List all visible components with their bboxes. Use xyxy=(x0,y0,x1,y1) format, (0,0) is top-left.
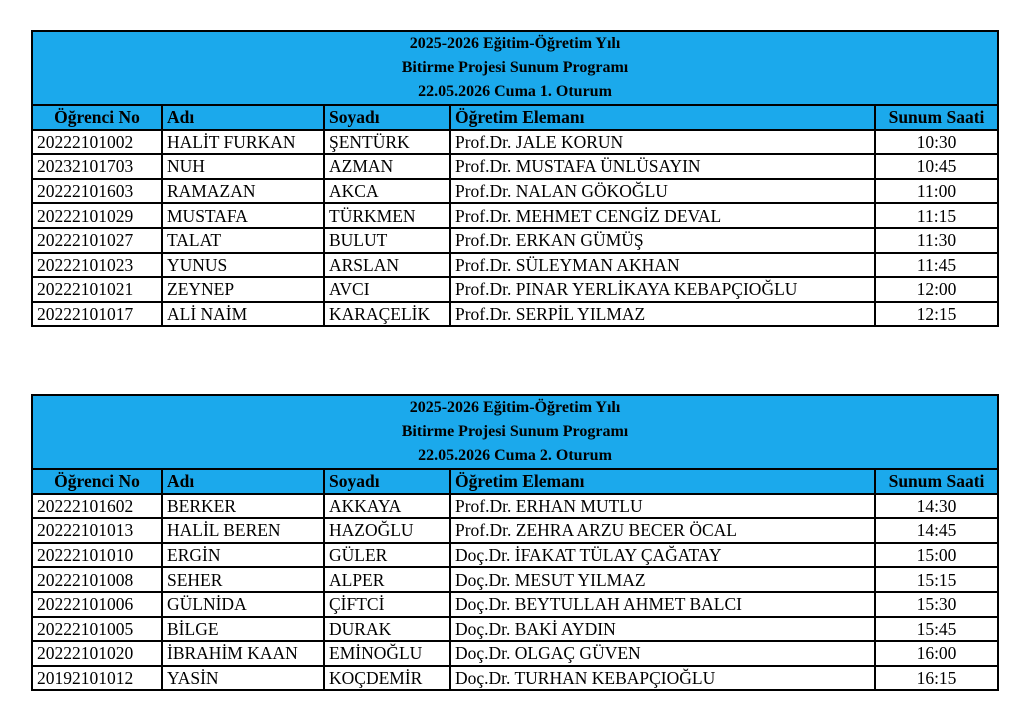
table-row xyxy=(32,494,998,519)
column-header-student-no: Öğrenci No xyxy=(32,105,162,130)
cell-student-no: 20222101010 xyxy=(32,543,162,568)
cell-student-no: 20222101006 xyxy=(32,592,162,617)
cell-student-no: 20222101005 xyxy=(32,617,162,642)
cell-instructor: Prof.Dr. JALE KORUN xyxy=(450,130,875,155)
table-row xyxy=(32,302,998,327)
cell-name: ZEYNEP xyxy=(162,277,324,302)
session-1-table-block xyxy=(31,30,997,327)
cell-name: MUSTAFA xyxy=(162,203,324,228)
cell-name: ALİ NAİM xyxy=(162,302,324,327)
column-header-surname: Soyadı xyxy=(324,469,450,494)
cell-surname: AKCA xyxy=(324,179,450,204)
cell-surname: EMİNOĞLU xyxy=(324,641,450,666)
cell-name: HALİL BEREN xyxy=(162,518,324,543)
cell-time: 10:45 xyxy=(875,154,998,179)
cell-name: YUNUS xyxy=(162,253,324,278)
table-row xyxy=(32,154,998,179)
session-2-table-block xyxy=(31,394,997,691)
cell-surname: GÜLER xyxy=(324,543,450,568)
session-title-year: 2025-2026 Eğitim-Öğretim Yılı xyxy=(32,31,998,56)
cell-student-no: 20222101029 xyxy=(32,203,162,228)
cell-time: 15:15 xyxy=(875,567,998,592)
cell-student-no: 20222101013 xyxy=(32,518,162,543)
cell-time: 12:15 xyxy=(875,302,998,327)
table-row xyxy=(32,277,998,302)
cell-student-no: 20222101023 xyxy=(32,253,162,278)
cell-student-no: 20222101002 xyxy=(32,130,162,155)
cell-student-no: 20222101017 xyxy=(32,302,162,327)
cell-surname: BULUT xyxy=(324,228,450,253)
cell-instructor: Doç.Dr. BAKİ AYDIN xyxy=(450,617,875,642)
table-header-row xyxy=(32,469,998,494)
cell-time: 11:45 xyxy=(875,253,998,278)
cell-name: NUH xyxy=(162,154,324,179)
cell-surname: ALPER xyxy=(324,567,450,592)
cell-surname: ŞENTÜRK xyxy=(324,130,450,155)
cell-time: 16:15 xyxy=(875,666,998,691)
cell-instructor: Prof.Dr. MUSTAFA ÜNLÜSAYIN xyxy=(450,154,875,179)
cell-instructor: Doç.Dr. TURHAN KEBAPÇIOĞLU xyxy=(450,666,875,691)
cell-surname: AKKAYA xyxy=(324,494,450,519)
column-header-instructor: Öğretim Elemanı xyxy=(450,105,875,130)
cell-time: 12:00 xyxy=(875,277,998,302)
table-row xyxy=(32,228,998,253)
cell-time: 11:00 xyxy=(875,179,998,204)
cell-time: 16:00 xyxy=(875,641,998,666)
column-header-time: Sunum Saati xyxy=(875,105,998,130)
cell-surname: KARAÇELİK xyxy=(324,302,450,327)
session-title-date: 22.05.2026 Cuma 2. Oturum xyxy=(32,444,998,469)
cell-surname: HAZOĞLU xyxy=(324,518,450,543)
column-header-time: Sunum Saati xyxy=(875,469,998,494)
cell-name: TALAT xyxy=(162,228,324,253)
cell-name: RAMAZAN xyxy=(162,179,324,204)
cell-surname: TÜRKMEN xyxy=(324,203,450,228)
cell-name: GÜLNİDA xyxy=(162,592,324,617)
session-2-table xyxy=(31,394,999,691)
cell-instructor: Prof.Dr. SÜLEYMAN AKHAN xyxy=(450,253,875,278)
session-title-year: 2025-2026 Eğitim-Öğretim Yılı xyxy=(32,395,998,420)
cell-surname: DURAK xyxy=(324,617,450,642)
cell-instructor: Prof.Dr. SERPİL YILMAZ xyxy=(450,302,875,327)
column-header-name: Adı xyxy=(162,469,324,494)
cell-name: İBRAHİM KAAN xyxy=(162,641,324,666)
cell-time: 15:30 xyxy=(875,592,998,617)
cell-surname: AVCI xyxy=(324,277,450,302)
cell-surname: AZMAN xyxy=(324,154,450,179)
cell-student-no: 20232101703 xyxy=(32,154,162,179)
column-header-student-no: Öğrenci No xyxy=(32,469,162,494)
cell-student-no: 20222101021 xyxy=(32,277,162,302)
cell-student-no: 20222101027 xyxy=(32,228,162,253)
cell-student-no: 20192101012 xyxy=(32,666,162,691)
cell-instructor: Doç.Dr. OLGAÇ GÜVEN xyxy=(450,641,875,666)
table-row xyxy=(32,543,998,568)
session-title-date: 22.05.2026 Cuma 1. Oturum xyxy=(32,80,998,105)
cell-name: ERGİN xyxy=(162,543,324,568)
cell-time: 11:15 xyxy=(875,203,998,228)
cell-student-no: 20222101008 xyxy=(32,567,162,592)
table-row xyxy=(32,130,998,155)
cell-surname: ARSLAN xyxy=(324,253,450,278)
cell-student-no: 20222101020 xyxy=(32,641,162,666)
table-row xyxy=(32,592,998,617)
table-row xyxy=(32,518,998,543)
column-header-instructor: Öğretim Elemanı xyxy=(450,469,875,494)
table-row xyxy=(32,179,998,204)
column-header-surname: Soyadı xyxy=(324,105,450,130)
cell-surname: KOÇDEMİR xyxy=(324,666,450,691)
session-title-program: Bitirme Projesi Sunum Programı xyxy=(32,56,998,80)
cell-name: SEHER xyxy=(162,567,324,592)
table-row xyxy=(32,567,998,592)
cell-name: HALİT FURKAN xyxy=(162,130,324,155)
cell-instructor: Doç.Dr. İFAKAT TÜLAY ÇAĞATAY xyxy=(450,543,875,568)
cell-time: 15:00 xyxy=(875,543,998,568)
cell-instructor: Prof.Dr. ZEHRA ARZU BECER ÖCAL xyxy=(450,518,875,543)
session-1-table xyxy=(31,30,999,327)
cell-instructor: Prof.Dr. PINAR YERLİKAYA KEBAPÇIOĞLU xyxy=(450,277,875,302)
table-row xyxy=(32,666,998,691)
cell-student-no: 20222101603 xyxy=(32,179,162,204)
table-row xyxy=(32,203,998,228)
cell-instructor: Prof.Dr. NALAN GÖKOĞLU xyxy=(450,179,875,204)
cell-name: BERKER xyxy=(162,494,324,519)
cell-name: YASİN xyxy=(162,666,324,691)
cell-instructor: Prof.Dr. ERKAN GÜMÜŞ xyxy=(450,228,875,253)
table-row xyxy=(32,641,998,666)
cell-surname: ÇİFTCİ xyxy=(324,592,450,617)
cell-time: 14:30 xyxy=(875,494,998,519)
table-header-row xyxy=(32,105,998,130)
cell-instructor: Doç.Dr. MESUT YILMAZ xyxy=(450,567,875,592)
column-header-name: Adı xyxy=(162,105,324,130)
table-row xyxy=(32,617,998,642)
cell-student-no: 20222101602 xyxy=(32,494,162,519)
cell-instructor: Doç.Dr. BEYTULLAH AHMET BALCI xyxy=(450,592,875,617)
cell-time: 15:45 xyxy=(875,617,998,642)
cell-instructor: Prof.Dr. ERHAN MUTLU xyxy=(450,494,875,519)
cell-time: 10:30 xyxy=(875,130,998,155)
session-title-program: Bitirme Projesi Sunum Programı xyxy=(32,420,998,444)
cell-instructor: Prof.Dr. MEHMET CENGİZ DEVAL xyxy=(450,203,875,228)
cell-time: 11:30 xyxy=(875,228,998,253)
cell-time: 14:45 xyxy=(875,518,998,543)
cell-name: BİLGE xyxy=(162,617,324,642)
table-row xyxy=(32,253,998,278)
